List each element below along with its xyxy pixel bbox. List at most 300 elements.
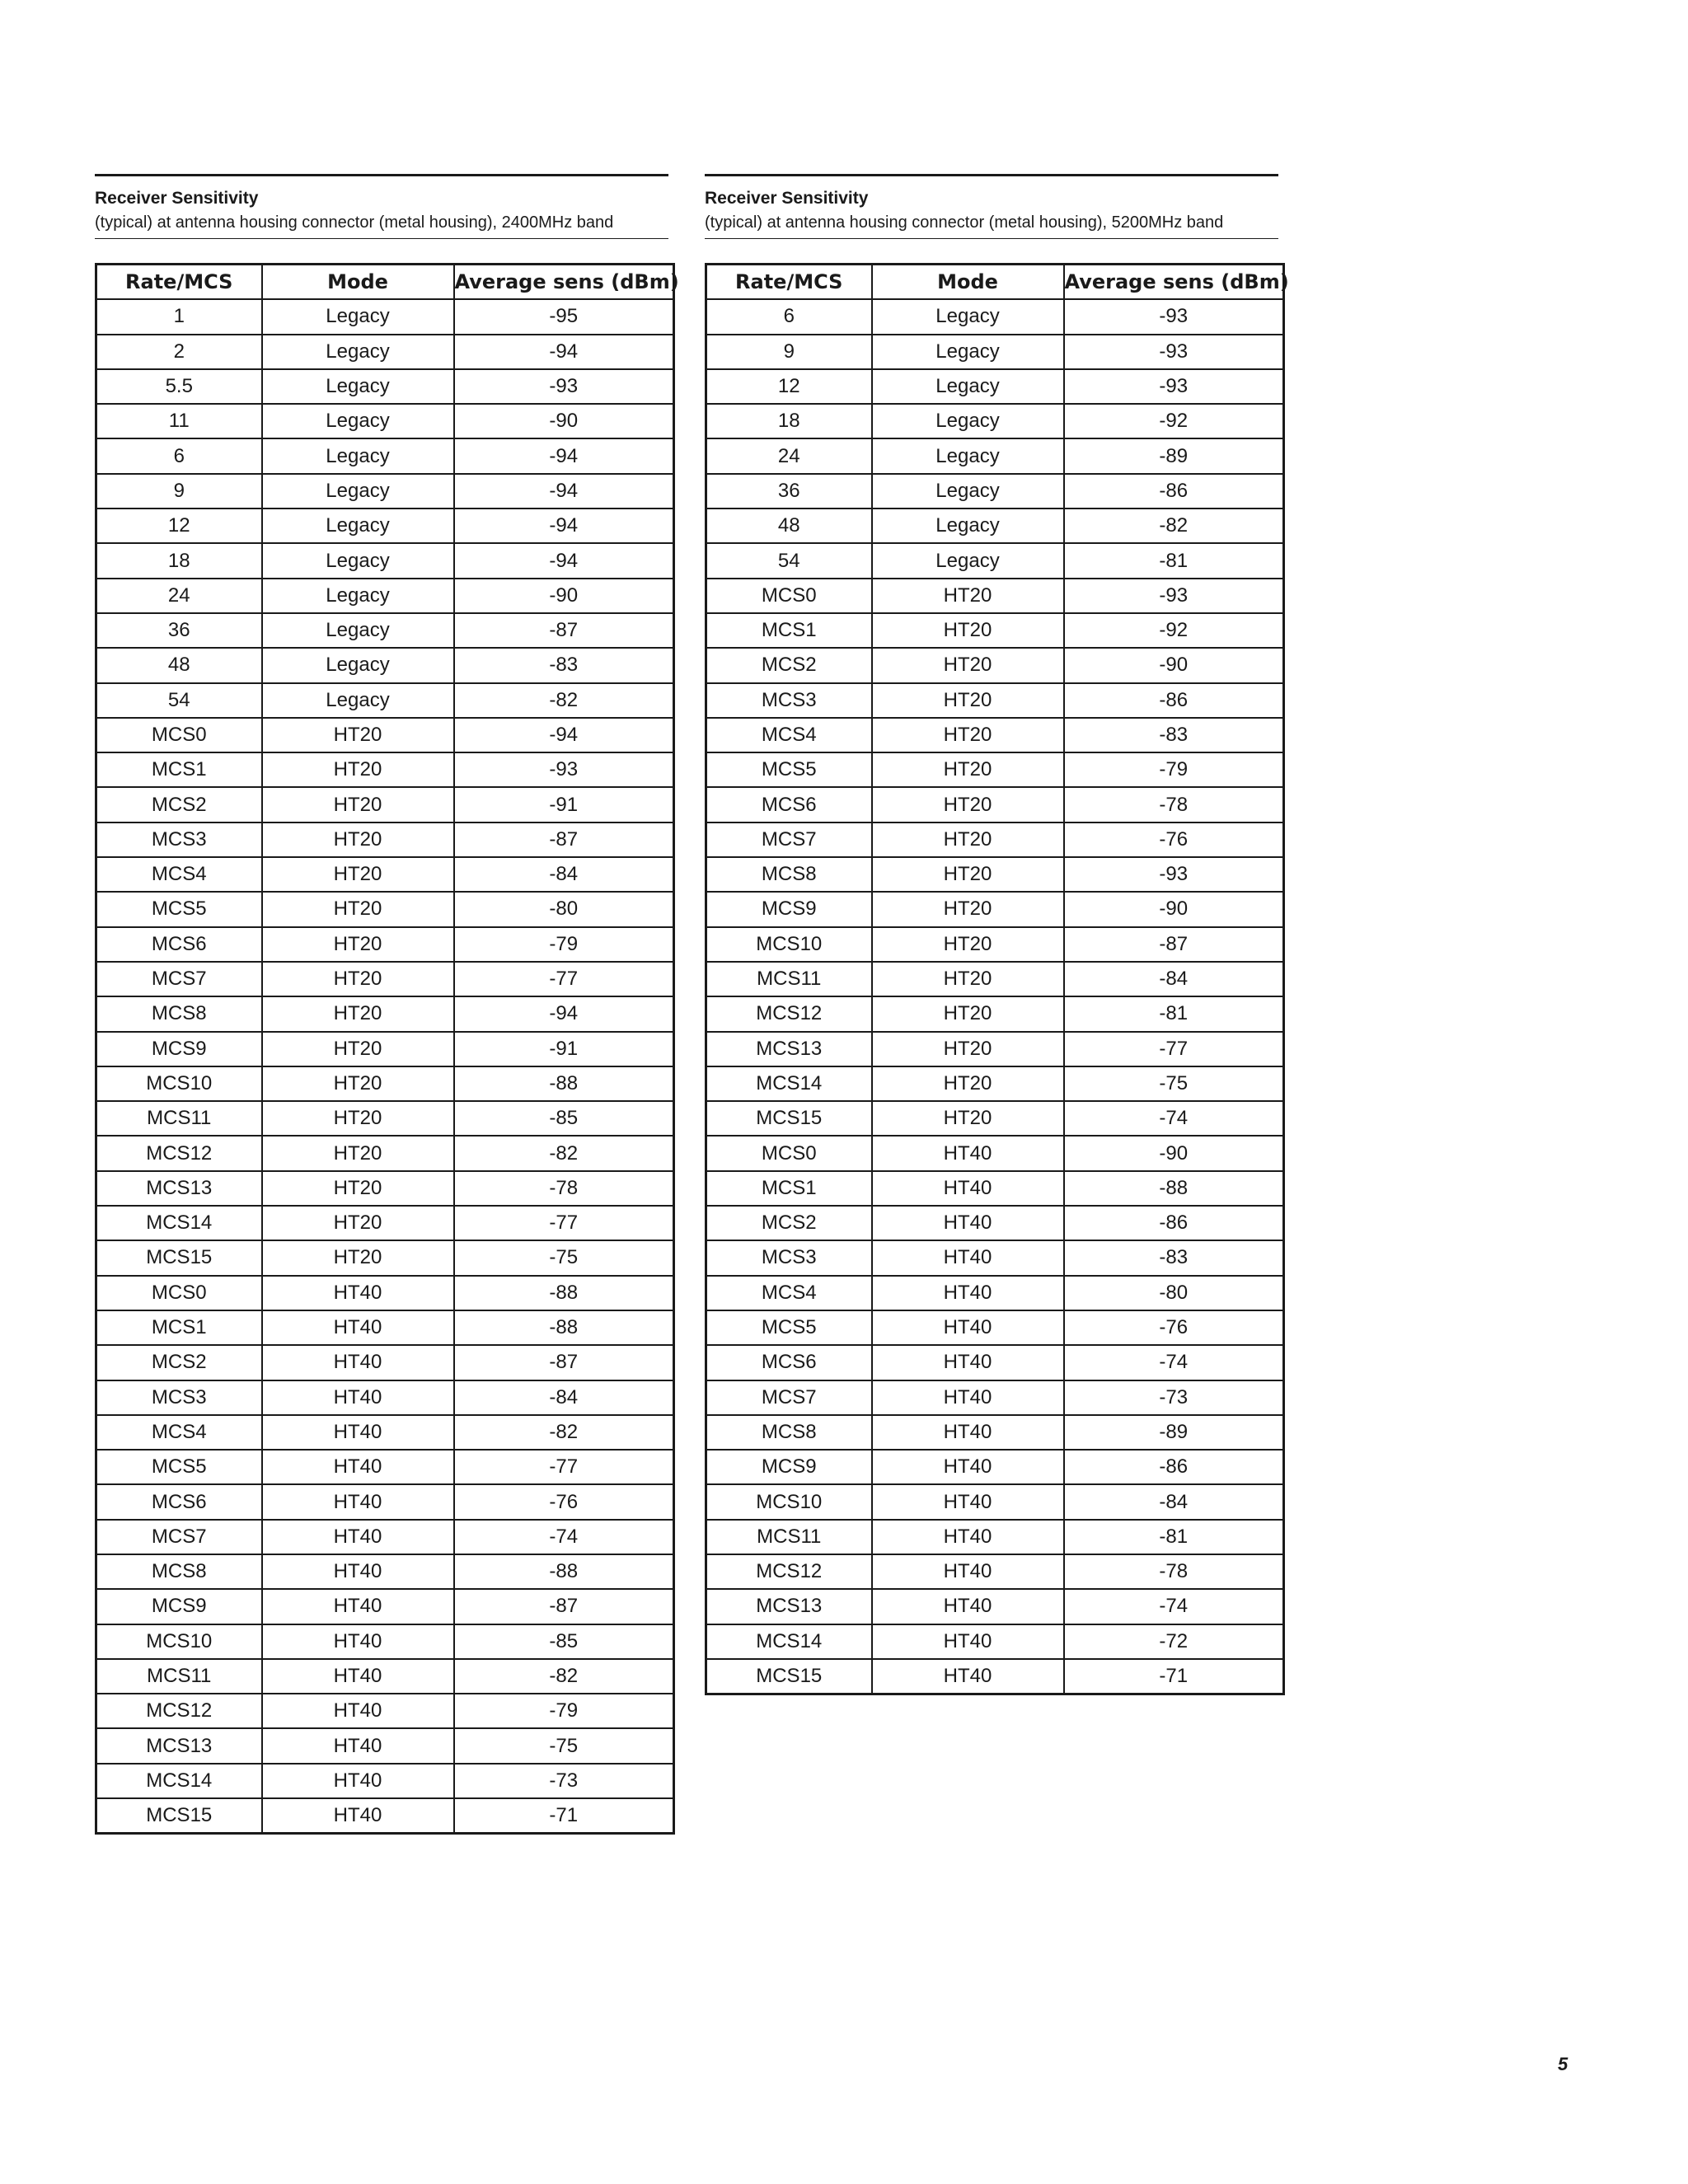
table-row [96, 335, 674, 369]
cell-rate-mcs: MCS9 [706, 892, 872, 926]
cell-average-sens: -77 [1064, 1032, 1284, 1066]
cell-average-sens: -82 [1064, 509, 1284, 543]
cell-mode: HT20 [872, 996, 1064, 1031]
cell-rate-mcs: 24 [96, 579, 262, 613]
header-rate-mcs: Rate/MCS [96, 265, 262, 300]
cell-average-sens: -81 [1064, 1520, 1284, 1554]
cell-average-sens: -93 [1064, 857, 1284, 892]
table-row [96, 892, 674, 926]
cell-rate-mcs: MCS2 [706, 1206, 872, 1240]
cell-mode: HT20 [872, 579, 1064, 613]
cell-average-sens: -89 [1064, 1415, 1284, 1450]
table-row [96, 579, 674, 613]
table-row [706, 857, 1284, 892]
table-row [96, 438, 674, 473]
cell-average-sens: -93 [1064, 335, 1284, 369]
cell-average-sens: -75 [1064, 1066, 1284, 1101]
cell-average-sens: -74 [1064, 1345, 1284, 1380]
cell-average-sens: -94 [454, 543, 674, 578]
cell-mode: HT40 [872, 1276, 1064, 1310]
table-row [706, 1240, 1284, 1275]
cell-mode: HT40 [262, 1415, 454, 1450]
cell-rate-mcs: MCS3 [96, 823, 262, 857]
cell-average-sens: -84 [454, 857, 674, 892]
table-row [706, 787, 1284, 822]
table-row [96, 718, 674, 752]
cell-rate-mcs: 54 [96, 683, 262, 718]
cell-rate-mcs: MCS15 [706, 1659, 872, 1694]
table-row [96, 1450, 674, 1484]
cell-mode: HT40 [262, 1659, 454, 1694]
cell-rate-mcs: MCS6 [706, 1345, 872, 1380]
table-row [706, 823, 1284, 857]
cell-rate-mcs: 24 [706, 438, 872, 473]
cell-average-sens: -83 [1064, 1240, 1284, 1275]
cell-rate-mcs: 6 [706, 299, 872, 334]
cell-average-sens: -92 [1064, 404, 1284, 438]
cell-mode: HT40 [262, 1589, 454, 1624]
cell-average-sens: -87 [454, 613, 674, 648]
table-row [96, 1659, 674, 1694]
cell-rate-mcs: MCS5 [96, 892, 262, 926]
cell-rate-mcs: 48 [706, 509, 872, 543]
cell-mode: HT40 [872, 1415, 1064, 1450]
cell-average-sens: -75 [454, 1728, 674, 1763]
cell-average-sens: -78 [454, 1171, 674, 1206]
cell-mode: HT40 [872, 1450, 1064, 1484]
cell-mode: HT40 [262, 1276, 454, 1310]
table-row [96, 1554, 674, 1589]
cell-rate-mcs: MCS10 [706, 1484, 872, 1519]
cell-mode: HT40 [872, 1589, 1064, 1624]
cell-rate-mcs: MCS14 [96, 1764, 262, 1798]
page-number: 5 [1558, 2054, 1568, 2074]
table-row [96, 1345, 674, 1380]
table-row [96, 1520, 674, 1554]
table-row [706, 927, 1284, 962]
cell-rate-mcs: MCS4 [96, 857, 262, 892]
cell-rate-mcs: 5.5 [96, 369, 262, 404]
table-row [706, 1484, 1284, 1519]
table-row [96, 299, 674, 334]
cell-average-sens: -77 [454, 962, 674, 996]
header-average-sens: Average sens (dBm) [1064, 265, 1284, 300]
cell-mode: HT20 [262, 823, 454, 857]
cell-average-sens: -92 [1064, 613, 1284, 648]
table-row [706, 1659, 1284, 1694]
cell-rate-mcs: MCS15 [96, 1240, 262, 1275]
cell-mode: HT20 [872, 1032, 1064, 1066]
cell-average-sens: -73 [1064, 1380, 1284, 1415]
cell-rate-mcs: MCS13 [706, 1589, 872, 1624]
cell-rate-mcs: MCS8 [706, 1415, 872, 1450]
table-row [706, 1380, 1284, 1415]
cell-mode: HT20 [262, 1206, 454, 1240]
cell-average-sens: -74 [1064, 1589, 1284, 1624]
table-row [706, 1589, 1284, 1624]
table-row [96, 962, 674, 996]
table-row [706, 438, 1284, 473]
cell-average-sens: -90 [1064, 892, 1284, 926]
cell-average-sens: -83 [454, 648, 674, 682]
cell-rate-mcs: MCS8 [706, 857, 872, 892]
cell-rate-mcs: MCS9 [96, 1032, 262, 1066]
cell-average-sens: -91 [454, 787, 674, 822]
cell-rate-mcs: MCS0 [706, 579, 872, 613]
table-row [96, 752, 674, 787]
table-row [706, 718, 1284, 752]
cell-mode: HT20 [872, 648, 1064, 682]
cell-rate-mcs: MCS1 [706, 1171, 872, 1206]
cell-rate-mcs: MCS0 [96, 1276, 262, 1310]
cell-average-sens: -86 [1064, 683, 1284, 718]
table-row [96, 683, 674, 718]
section-title: Receiver Sensitivity [95, 189, 259, 208]
table-row [96, 474, 674, 509]
cell-mode: Legacy [872, 543, 1064, 578]
cell-average-sens: -90 [1064, 1136, 1284, 1170]
cell-rate-mcs: MCS8 [96, 996, 262, 1031]
cell-average-sens: -87 [454, 1589, 674, 1624]
cell-average-sens: -71 [1064, 1659, 1284, 1694]
table-row [96, 1206, 674, 1240]
table-row [706, 1171, 1284, 1206]
section-top-rule [95, 174, 668, 176]
cell-rate-mcs: 48 [96, 648, 262, 682]
cell-mode: Legacy [872, 438, 1064, 473]
cell-average-sens: -86 [1064, 474, 1284, 509]
cell-mode: HT40 [262, 1450, 454, 1484]
cell-mode: Legacy [872, 474, 1064, 509]
section-top-rule [705, 174, 1278, 176]
cell-mode: HT40 [872, 1171, 1064, 1206]
cell-average-sens: -89 [1064, 438, 1284, 473]
cell-mode: HT20 [872, 927, 1064, 962]
cell-mode: Legacy [262, 369, 454, 404]
cell-rate-mcs: MCS10 [96, 1066, 262, 1101]
table-row [96, 1624, 674, 1659]
cell-rate-mcs: MCS1 [706, 613, 872, 648]
cell-mode: HT40 [872, 1380, 1064, 1415]
cell-average-sens: -83 [1064, 718, 1284, 752]
cell-average-sens: -81 [1064, 543, 1284, 578]
table-row [96, 1764, 674, 1798]
cell-mode: HT20 [262, 1066, 454, 1101]
cell-rate-mcs: MCS9 [96, 1589, 262, 1624]
cell-rate-mcs: 9 [706, 335, 872, 369]
cell-mode: HT20 [262, 1101, 454, 1136]
cell-average-sens: -91 [454, 1032, 674, 1066]
cell-mode: HT20 [262, 996, 454, 1031]
section-subtitle: (typical) at antenna housing connector (metal housing), 5200MHz band [705, 213, 1224, 232]
cell-mode: Legacy [872, 335, 1064, 369]
header-mode: Mode [872, 265, 1064, 300]
cell-rate-mcs: MCS1 [96, 752, 262, 787]
sensitivity-table-5200 [705, 263, 1289, 1695]
cell-mode: HT20 [872, 752, 1064, 787]
cell-average-sens: -79 [1064, 752, 1284, 787]
cell-mode: Legacy [262, 474, 454, 509]
cell-average-sens: -94 [454, 509, 674, 543]
cell-average-sens: -75 [454, 1240, 674, 1275]
cell-mode: Legacy [262, 683, 454, 718]
table-row [706, 509, 1284, 543]
cell-mode: HT20 [872, 892, 1064, 926]
cell-mode: HT20 [872, 683, 1064, 718]
cell-average-sens: -94 [454, 996, 674, 1031]
cell-average-sens: -90 [454, 404, 674, 438]
cell-mode: Legacy [262, 404, 454, 438]
cell-mode: Legacy [872, 509, 1064, 543]
table-row [96, 1032, 674, 1066]
cell-rate-mcs: MCS13 [96, 1728, 262, 1763]
cell-average-sens: -84 [1064, 962, 1284, 996]
cell-average-sens: -71 [454, 1798, 674, 1834]
table-row [96, 369, 674, 404]
cell-rate-mcs: MCS11 [706, 1520, 872, 1554]
cell-rate-mcs: MCS11 [96, 1101, 262, 1136]
cell-average-sens: -85 [454, 1624, 674, 1659]
cell-rate-mcs: MCS14 [706, 1066, 872, 1101]
cell-rate-mcs: MCS7 [706, 823, 872, 857]
cell-average-sens: -88 [454, 1310, 674, 1345]
table-row [96, 1484, 674, 1519]
cell-mode: HT40 [872, 1345, 1064, 1380]
cell-rate-mcs: MCS2 [96, 1345, 262, 1380]
cell-rate-mcs: MCS15 [706, 1101, 872, 1136]
table-row [96, 648, 674, 682]
table-row [96, 1276, 674, 1310]
cell-mode: HT40 [872, 1240, 1064, 1275]
table-row [96, 613, 674, 648]
header-average-sens: Average sens (dBm) [454, 265, 674, 300]
cell-mode: HT40 [872, 1554, 1064, 1589]
table-row [96, 509, 674, 543]
cell-rate-mcs: MCS14 [706, 1624, 872, 1659]
cell-rate-mcs: 12 [706, 369, 872, 404]
cell-mode: HT40 [872, 1624, 1064, 1659]
cell-rate-mcs: MCS7 [96, 962, 262, 996]
cell-mode: Legacy [872, 369, 1064, 404]
cell-mode: HT40 [262, 1764, 454, 1798]
cell-rate-mcs: MCS7 [706, 1380, 872, 1415]
cell-average-sens: -94 [454, 718, 674, 752]
cell-average-sens: -88 [454, 1554, 674, 1589]
cell-average-sens: -86 [1064, 1206, 1284, 1240]
table-row [96, 1310, 674, 1345]
table-row [706, 1066, 1284, 1101]
cell-mode: HT20 [872, 1066, 1064, 1101]
cell-average-sens: -88 [1064, 1171, 1284, 1206]
cell-average-sens: -77 [454, 1206, 674, 1240]
cell-mode: HT20 [872, 613, 1064, 648]
cell-rate-mcs: 9 [96, 474, 262, 509]
cell-mode: Legacy [262, 579, 454, 613]
cell-average-sens: -86 [1064, 1450, 1284, 1484]
table-row [96, 996, 674, 1031]
cell-average-sens: -82 [454, 1659, 674, 1694]
cell-average-sens: -78 [1064, 787, 1284, 822]
cell-average-sens: -80 [454, 892, 674, 926]
table-row [706, 892, 1284, 926]
table-header-row [96, 265, 674, 300]
cell-average-sens: -87 [454, 823, 674, 857]
table-row [96, 543, 674, 578]
cell-average-sens: -93 [1064, 299, 1284, 334]
sensitivity-section-2400 [95, 174, 679, 1835]
cell-rate-mcs: MCS0 [96, 718, 262, 752]
cell-average-sens: -82 [454, 1415, 674, 1450]
table-row [706, 1415, 1284, 1450]
cell-mode: Legacy [262, 509, 454, 543]
cell-rate-mcs: MCS15 [96, 1798, 262, 1834]
table-row [96, 1136, 674, 1170]
section-subtitle: (typical) at antenna housing connector (metal housing), 2400MHz band [95, 213, 614, 232]
cell-mode: HT40 [262, 1345, 454, 1380]
cell-mode: HT20 [262, 787, 454, 822]
cell-mode: HT40 [262, 1554, 454, 1589]
table-row [96, 927, 674, 962]
cell-rate-mcs: MCS5 [96, 1450, 262, 1484]
cell-rate-mcs: MCS2 [96, 787, 262, 822]
table-row [706, 369, 1284, 404]
cell-average-sens: -90 [1064, 648, 1284, 682]
cell-mode: Legacy [262, 543, 454, 578]
cell-mode: HT20 [262, 857, 454, 892]
cell-mode: HT40 [262, 1798, 454, 1834]
cell-mode: HT40 [872, 1310, 1064, 1345]
cell-mode: Legacy [262, 613, 454, 648]
cell-rate-mcs: 54 [706, 543, 872, 578]
cell-rate-mcs: MCS6 [96, 927, 262, 962]
cell-rate-mcs: MCS5 [706, 1310, 872, 1345]
table-row [96, 1694, 674, 1728]
table-row [706, 752, 1284, 787]
cell-rate-mcs: MCS3 [96, 1380, 262, 1415]
cell-rate-mcs: MCS12 [96, 1136, 262, 1170]
cell-mode: HT40 [872, 1520, 1064, 1554]
cell-rate-mcs: MCS0 [706, 1136, 872, 1170]
cell-average-sens: -94 [454, 474, 674, 509]
cell-average-sens: -95 [454, 299, 674, 334]
cell-mode: HT40 [262, 1520, 454, 1554]
cell-mode: HT20 [262, 892, 454, 926]
cell-rate-mcs: 6 [96, 438, 262, 473]
cell-average-sens: -76 [1064, 1310, 1284, 1345]
cell-average-sens: -84 [454, 1380, 674, 1415]
cell-rate-mcs: 36 [706, 474, 872, 509]
cell-mode: Legacy [262, 335, 454, 369]
table-row [96, 404, 674, 438]
cell-average-sens: -88 [454, 1066, 674, 1101]
table-row [96, 1240, 674, 1275]
cell-rate-mcs: MCS13 [706, 1032, 872, 1066]
cell-average-sens: -87 [1064, 927, 1284, 962]
table-row [706, 648, 1284, 682]
cell-mode: HT20 [262, 1032, 454, 1066]
cell-rate-mcs: MCS6 [96, 1484, 262, 1519]
cell-average-sens: -76 [454, 1484, 674, 1519]
table-row [706, 1310, 1284, 1345]
cell-average-sens: -94 [454, 438, 674, 473]
cell-rate-mcs: 18 [96, 543, 262, 578]
cell-average-sens: -85 [454, 1101, 674, 1136]
cell-rate-mcs: MCS10 [96, 1624, 262, 1659]
cell-rate-mcs: MCS1 [96, 1310, 262, 1345]
sensitivity-table-2400 [95, 263, 679, 1835]
cell-mode: HT40 [262, 1310, 454, 1345]
cell-average-sens: -93 [454, 369, 674, 404]
table-row [706, 1276, 1284, 1310]
cell-mode: HT20 [262, 752, 454, 787]
cell-average-sens: -74 [1064, 1101, 1284, 1136]
cell-rate-mcs: MCS5 [706, 752, 872, 787]
table-row [706, 1450, 1284, 1484]
cell-mode: HT40 [262, 1624, 454, 1659]
cell-mode: HT20 [262, 927, 454, 962]
table-row [96, 1380, 674, 1415]
cell-rate-mcs: MCS8 [96, 1554, 262, 1589]
table-row [96, 1798, 674, 1834]
table-row [706, 299, 1284, 334]
table-row [706, 404, 1284, 438]
cell-rate-mcs: MCS4 [706, 718, 872, 752]
section-heading-rule [95, 238, 668, 239]
table-row [706, 474, 1284, 509]
cell-average-sens: -74 [454, 1520, 674, 1554]
cell-rate-mcs: MCS13 [96, 1171, 262, 1206]
cell-rate-mcs: MCS2 [706, 648, 872, 682]
table-row [96, 1589, 674, 1624]
table-row [706, 1206, 1284, 1240]
cell-mode: HT20 [262, 1171, 454, 1206]
table-row [96, 857, 674, 892]
cell-rate-mcs: 12 [96, 509, 262, 543]
cell-average-sens: -77 [454, 1450, 674, 1484]
header-rate-mcs: Rate/MCS [706, 265, 872, 300]
cell-rate-mcs: MCS3 [706, 683, 872, 718]
cell-mode: Legacy [262, 648, 454, 682]
table-row [96, 823, 674, 857]
cell-average-sens: -94 [454, 335, 674, 369]
cell-mode: HT40 [262, 1694, 454, 1728]
cell-rate-mcs: MCS12 [706, 1554, 872, 1589]
table-row [706, 1101, 1284, 1136]
section-heading-rule [705, 238, 1278, 239]
cell-mode: HT40 [872, 1206, 1064, 1240]
table-row [706, 543, 1284, 578]
cell-rate-mcs: 11 [96, 404, 262, 438]
table-row [706, 1345, 1284, 1380]
table-row [96, 1415, 674, 1450]
table-row [706, 1136, 1284, 1170]
cell-rate-mcs: 18 [706, 404, 872, 438]
cell-rate-mcs: MCS4 [706, 1276, 872, 1310]
section-title: Receiver Sensitivity [705, 189, 869, 208]
table-row [706, 579, 1284, 613]
cell-mode: HT20 [872, 1101, 1064, 1136]
table-row [706, 1032, 1284, 1066]
cell-mode: Legacy [262, 299, 454, 334]
cell-rate-mcs: MCS10 [706, 927, 872, 962]
cell-rate-mcs: MCS7 [96, 1520, 262, 1554]
table-row [96, 1171, 674, 1206]
cell-average-sens: -80 [1064, 1276, 1284, 1310]
table-row [706, 962, 1284, 996]
table-row [706, 683, 1284, 718]
table-row [706, 335, 1284, 369]
cell-mode: HT20 [262, 962, 454, 996]
